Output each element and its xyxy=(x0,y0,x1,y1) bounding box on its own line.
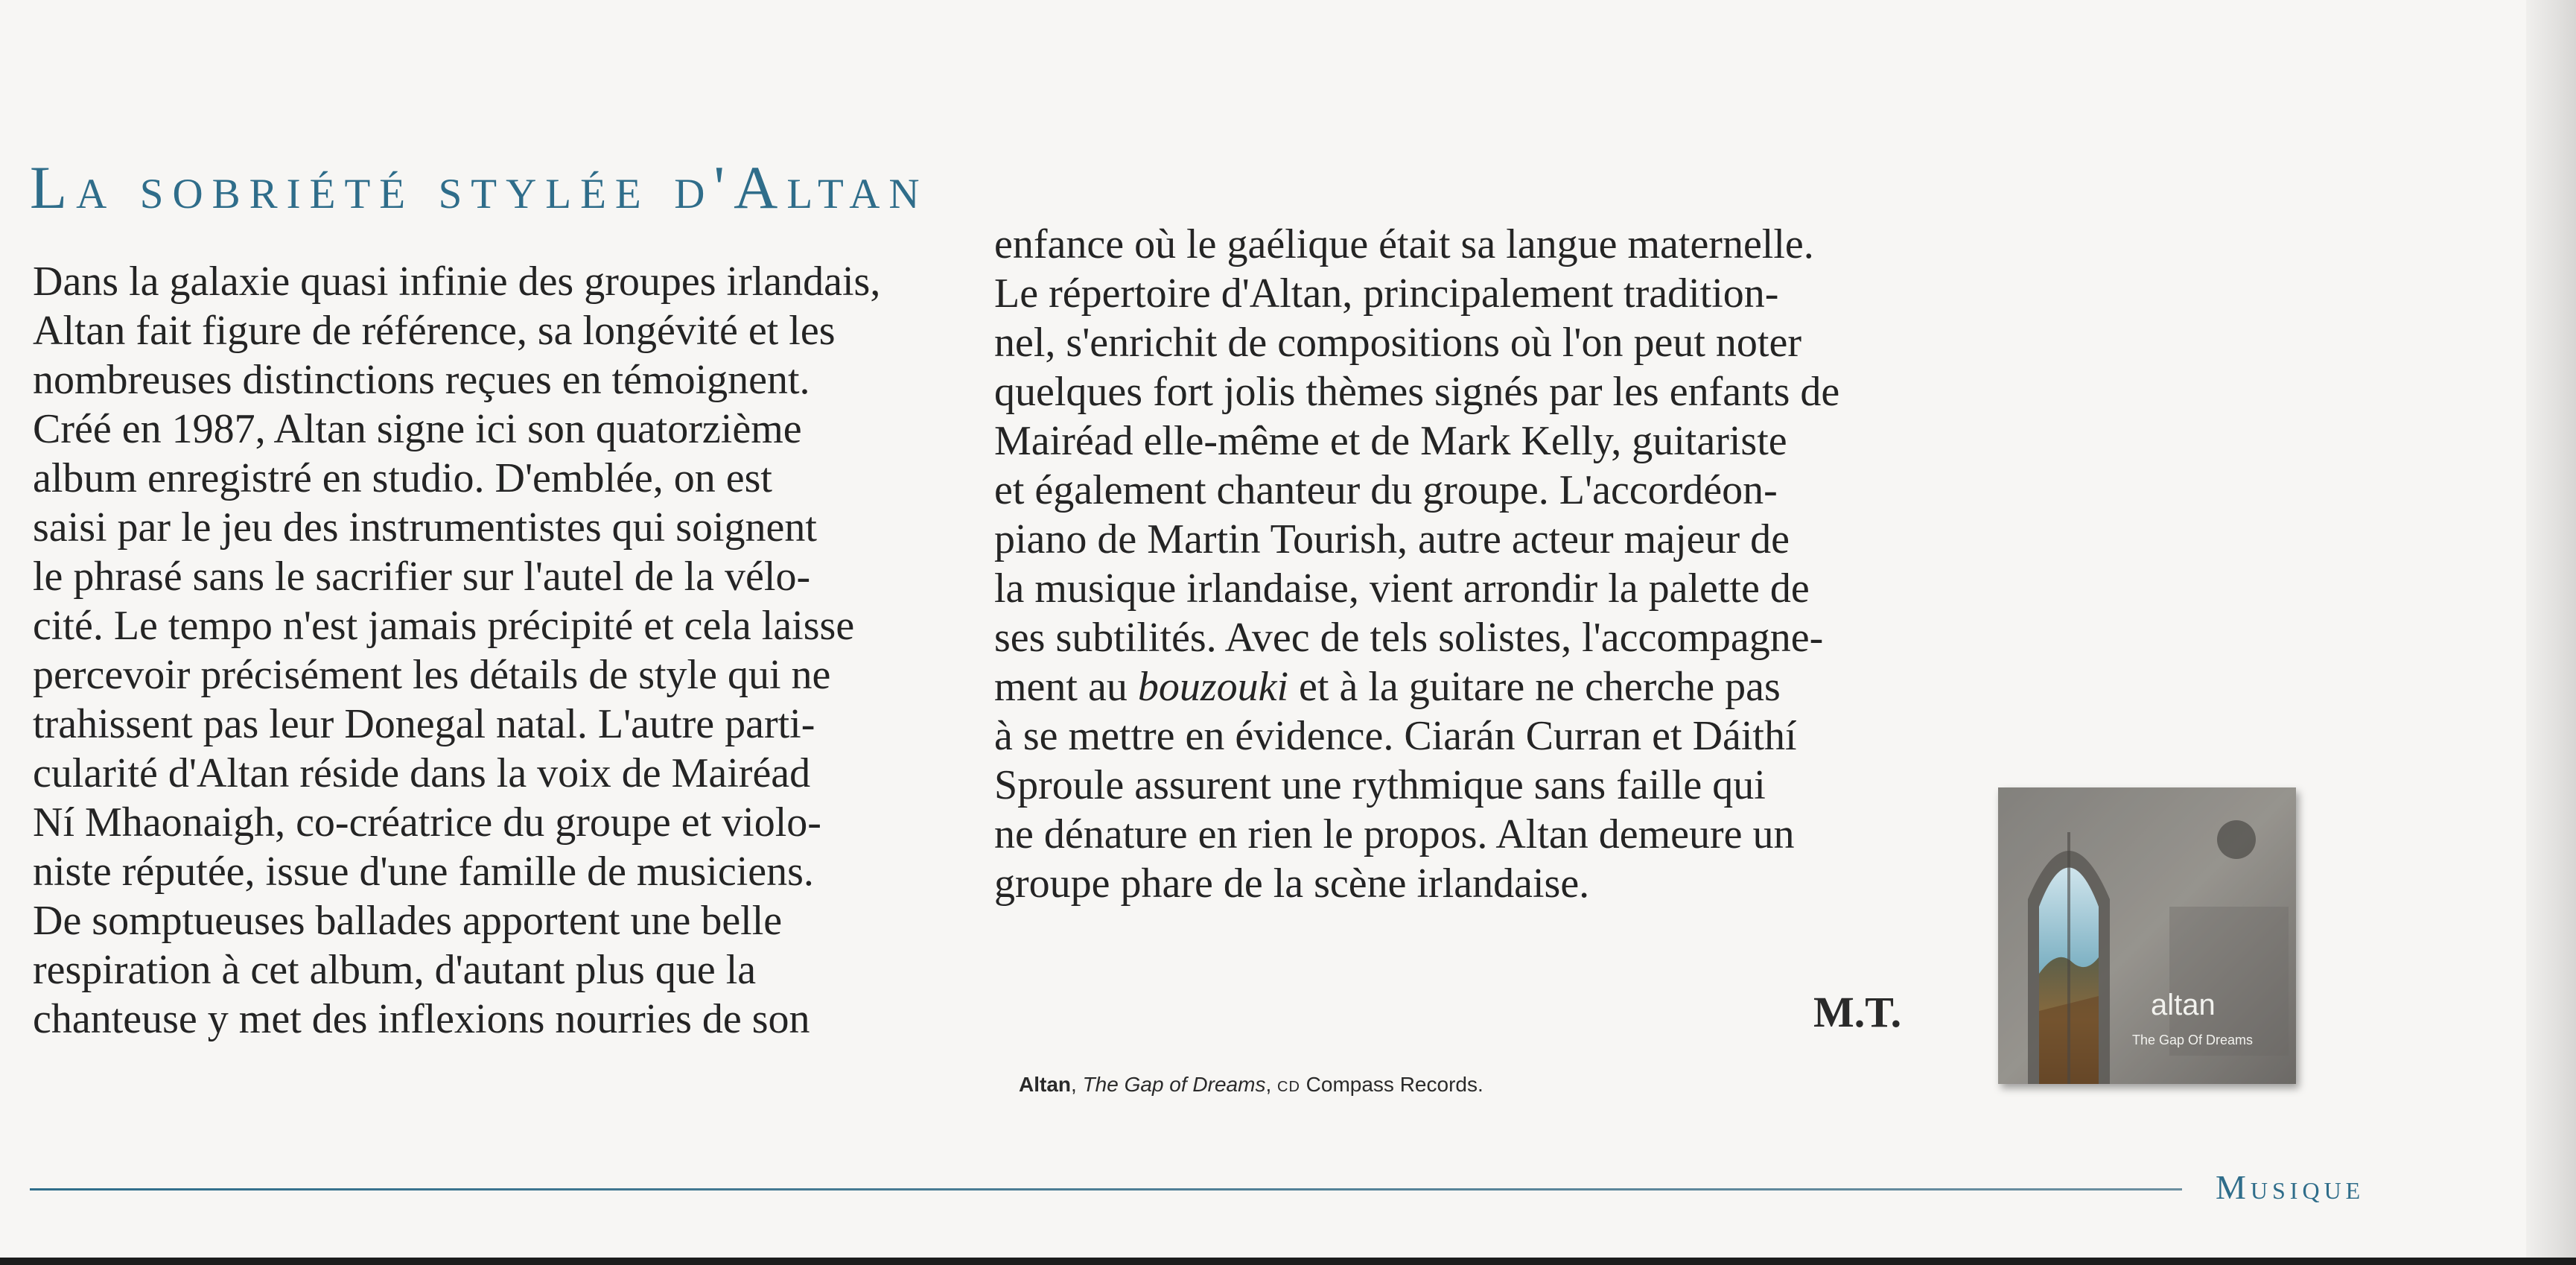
caption-label: Compass Records. xyxy=(1300,1073,1483,1096)
text-line: saisi par le jeu des instrumentistes qui soignent xyxy=(33,504,817,551)
text-line: Mairéad elle-même et de Mark Kelly, guitariste xyxy=(994,418,1787,464)
text-line: et également chanteur du groupe. L'accordéon- xyxy=(994,467,1778,513)
text-line: groupe phare de la scène irlandaise. xyxy=(994,860,1590,907)
emphasis-word: bouzouki xyxy=(1137,664,1289,710)
text-line: Ní Mhaonaigh, co-créatrice du groupe et violo- xyxy=(33,799,821,846)
scan-bottom-edge xyxy=(0,1258,2576,1265)
text-line: Sproule assurent une rythmique sans faille qui xyxy=(994,762,1766,808)
album-caption xyxy=(1019,1073,1483,1097)
text-line: respiration à cet album, d'autant plus que la xyxy=(33,947,757,993)
text-line: enfance où le gaélique était sa langue maternelle. xyxy=(994,221,1814,267)
text-line: quelques fort jolis thèmes signés par les enfants de xyxy=(994,369,1840,415)
article-title: La sobriété stylée d'Altan xyxy=(30,153,929,221)
caption-album: The Gap of Dreams xyxy=(1082,1073,1266,1096)
text-line: à se mettre en évidence. Ciarán Curran et Dáithí xyxy=(994,713,1797,759)
page-edge xyxy=(2526,0,2576,1265)
caption-format: CD xyxy=(1277,1079,1300,1095)
article-column-1 xyxy=(33,257,880,1044)
article-column-2 xyxy=(994,220,1839,908)
caption-separator: , xyxy=(1071,1073,1083,1096)
footer-rule xyxy=(30,1188,2182,1191)
text-line: percevoir précisément les détails de style qui ne xyxy=(33,652,831,698)
text-line: album enregistré en studio. D'emblée, on est xyxy=(33,455,772,501)
text-line: cularité d'Altan réside dans la voix de Mairéad xyxy=(33,750,811,796)
album-cover xyxy=(1998,787,2296,1084)
text-line: Créé en 1987, Altan signe ici son quatorzième xyxy=(33,406,802,452)
text-line: nombreuses distinctions reçues en témoignent. xyxy=(33,357,810,403)
author-signature: M.T. xyxy=(1813,988,1902,1036)
text-line: la musique irlandaise, vient arrondir la palette de xyxy=(994,565,1810,612)
caption-artist: Altan xyxy=(1019,1073,1071,1096)
text-line: chanteuse y met des inflexions nourries de son xyxy=(33,996,810,1042)
text-line: ment au bouzouki et à la guitare ne cherche pas xyxy=(994,664,1781,710)
section-label: Musique xyxy=(2216,1168,2365,1206)
album-cover-art xyxy=(1998,787,2296,1084)
caption-separator: , xyxy=(1265,1073,1277,1096)
text-line: nel, s'enrichit de compositions où l'on peut noter xyxy=(994,320,1801,366)
text-line: ses subtilités. Avec de tels solistes, l'accompagne- xyxy=(994,615,1824,661)
text-line: De somptueuses ballades apportent une belle xyxy=(33,898,783,944)
text-line: cité. Le tempo n'est jamais précipité et cela laisse xyxy=(33,603,855,649)
text-line: ne dénature en rien le propos. Altan demeure un xyxy=(994,811,1795,857)
text-line: niste réputée, issue d'une famille de musiciens. xyxy=(33,849,814,895)
text-line: Dans la galaxie quasi infinie des groupes irlandais, xyxy=(33,259,881,305)
text-line: piano de Martin Tourish, autre acteur majeur de xyxy=(994,516,1790,562)
text-line: Le répertoire d'Altan, principalement tradition- xyxy=(994,270,1779,317)
text-line: le phrasé sans le sacrifier sur l'autel de la vélo- xyxy=(33,554,811,600)
cover-album-title: The Gap Of Dreams xyxy=(2132,1033,2254,1047)
text-line: Altan fait figure de référence, sa longévité et les xyxy=(33,308,836,354)
text-line: trahissent pas leur Donegal natal. L'autre parti- xyxy=(33,701,815,747)
cover-band-name: altan xyxy=(2151,989,2216,1021)
